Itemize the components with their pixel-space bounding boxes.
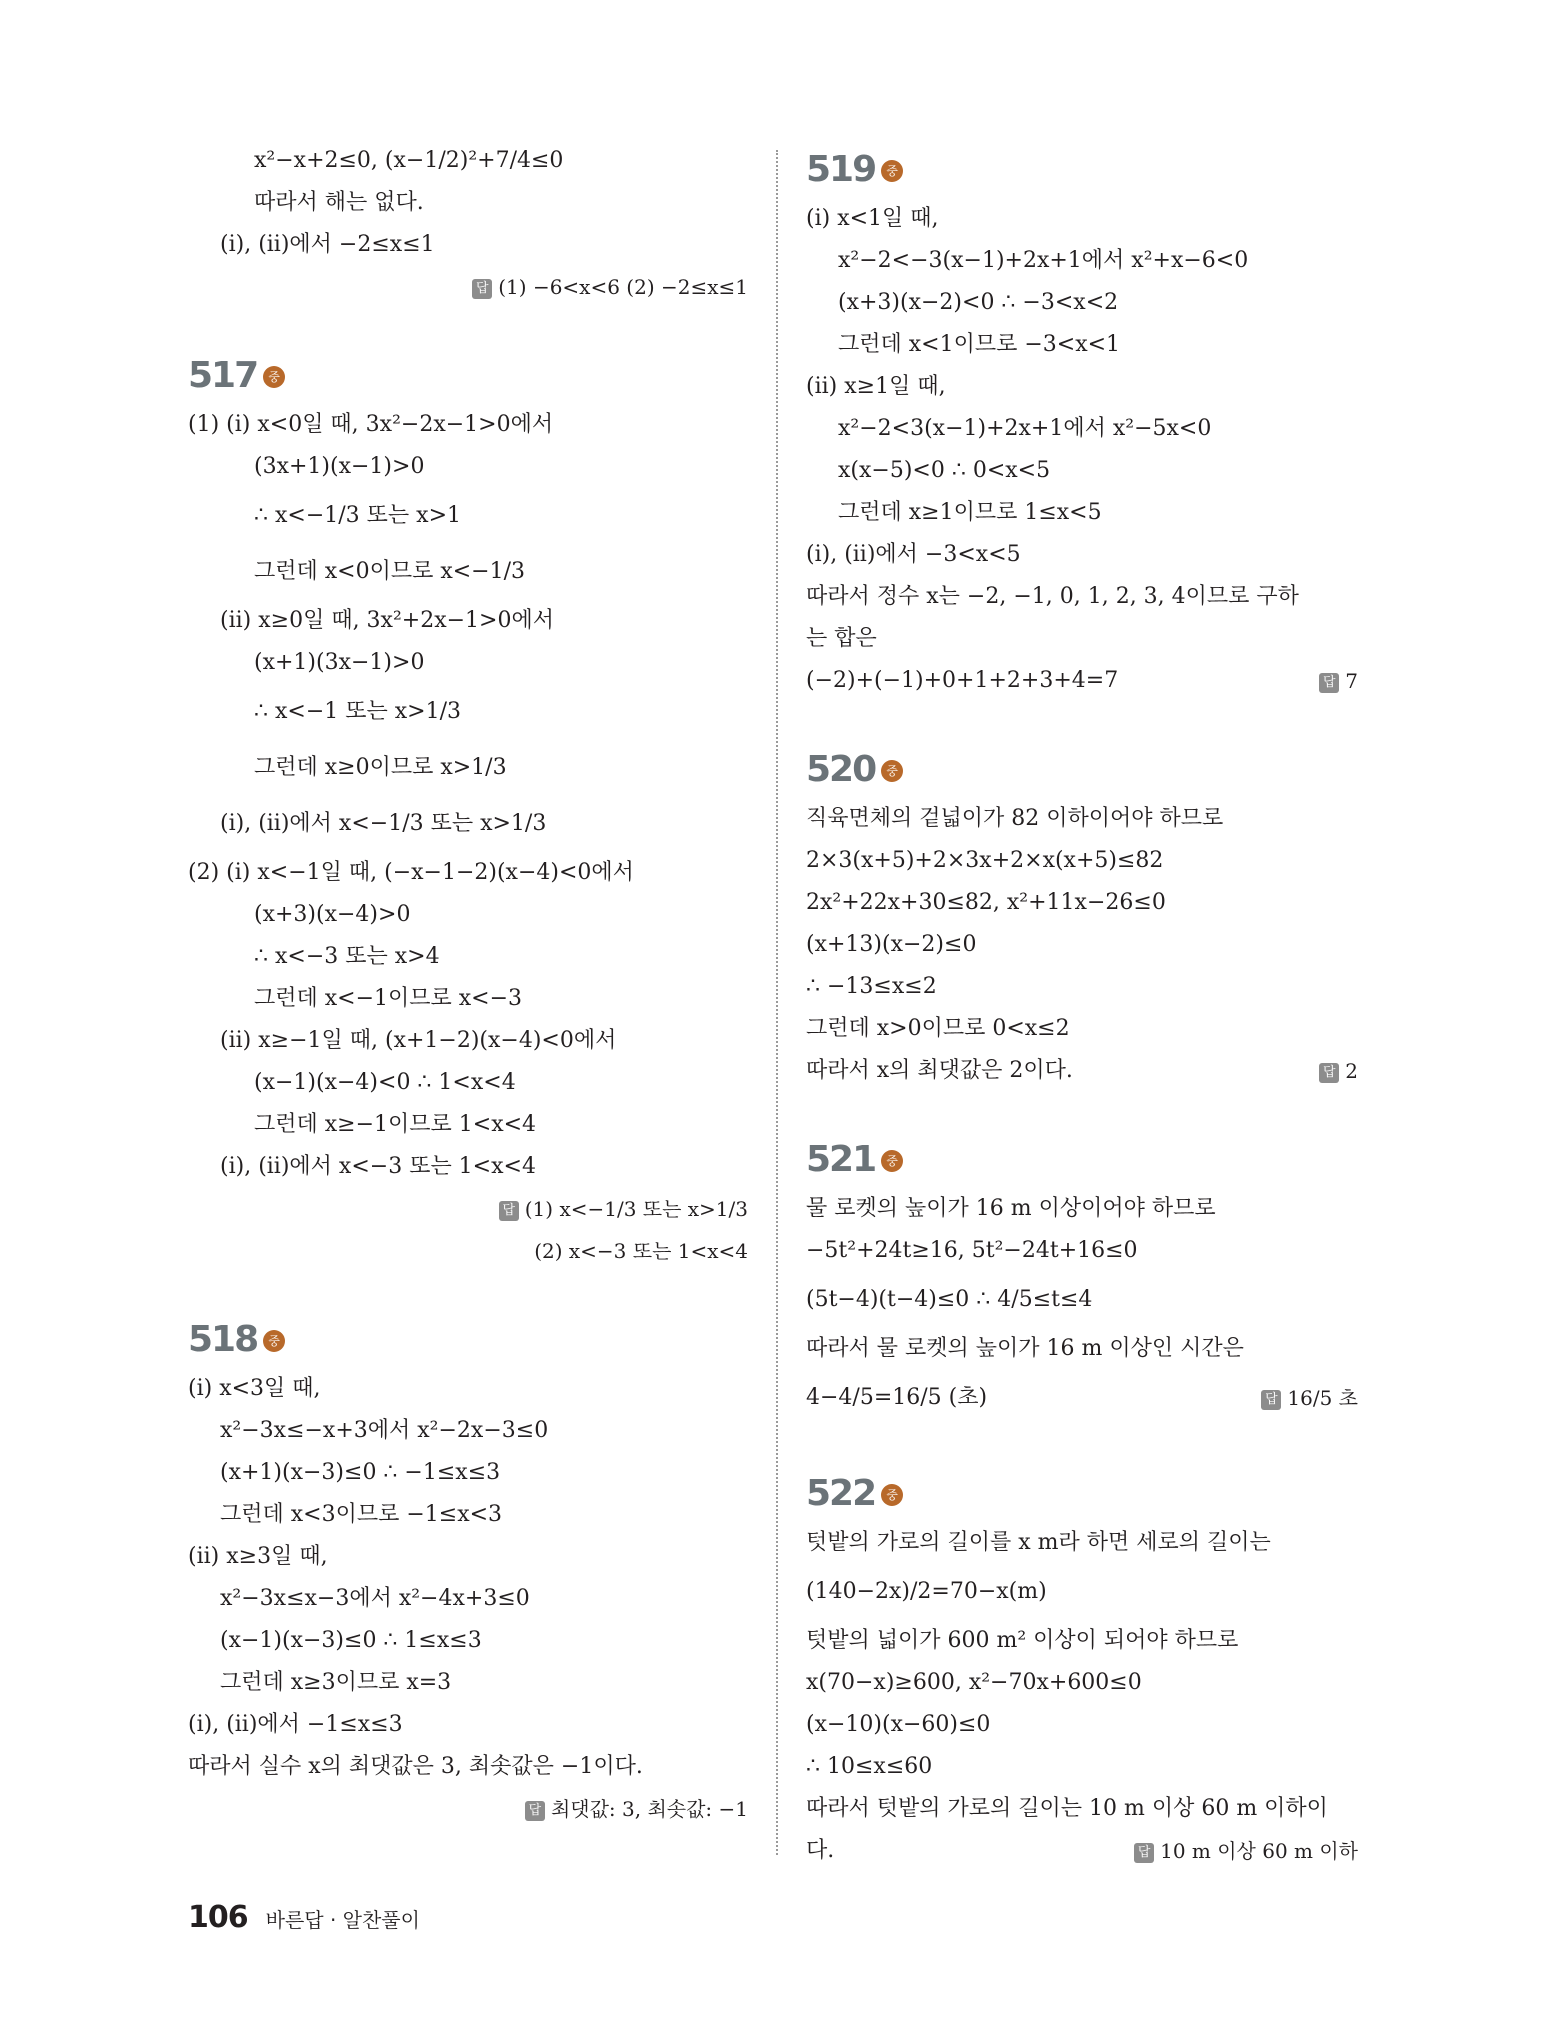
solution-answer-row: [806, 660, 1358, 702]
answer-line: (2) x<−3 또는 1<x<4: [534, 1239, 748, 1263]
solution-line: 텃밭의 가로의 길이를 x m라 하면 세로의 길이는: [806, 1530, 1271, 1555]
solution-line: 따라서 텃밭의 가로의 길이는 10 m 이상 60 m 이하이: [806, 1796, 1328, 1821]
solution-line: 그런데 x≥1이므로 1≤x<5: [838, 500, 1102, 525]
solution-line: 따라서 정수 x는 −2, −1, 0, 1, 2, 3, 4이므로 구하: [806, 584, 1299, 609]
answer-marker-icon: 답: [525, 1801, 545, 1821]
solution-answer-row: [806, 1050, 1358, 1092]
answer-marker-icon: 답: [1319, 673, 1339, 693]
answer-text: 10 m 이상 60 m 이하: [1160, 1839, 1358, 1863]
problem-header-520: [806, 728, 1358, 798]
solution-line: 그런데 x<−1이므로 x<−3: [254, 986, 523, 1011]
problem-header-518: [188, 1298, 748, 1368]
intro-line: x²−x+2≤0, (x−1/2)²+7/4≤0: [254, 148, 564, 173]
solution-line: (2) (i) x<−1일 때, (−x−1−2)(x−4)<0에서: [188, 860, 634, 885]
answer-marker-icon: 답: [1134, 1843, 1154, 1863]
solution-line: (ii) x≥1일 때,: [806, 374, 946, 399]
solution-line: 2x²+22x+30≤82, x²+11x−26≤0: [806, 890, 1166, 915]
solution-line: (ii) x≥−1일 때, (x+1−2)(x−4)<0에서: [220, 1028, 617, 1053]
solution-line: 다.: [806, 1838, 835, 1863]
solution-line: ∴ 10≤x≤60: [806, 1754, 933, 1779]
solution-line: x(x−5)<0 ∴ 0<x<5: [838, 458, 1051, 483]
answer-marker-icon: 답: [1319, 1063, 1339, 1083]
answer-line: [188, 266, 748, 308]
page-footer: [188, 1900, 420, 1935]
solution-line: (x+3)(x−2)<0 ∴ −3<x<2: [838, 290, 1119, 315]
solution-line: (x+3)(x−4)>0: [254, 902, 411, 927]
solution-line: 따라서 실수 x의 최댓값은 3, 최솟값은 −1이다.: [188, 1754, 643, 1779]
solution-line: 2×3(x+5)+2×3x+2×x(x+5)≤82: [806, 848, 1164, 873]
solution-line: 그런데 x<3이므로 −1≤x<3: [220, 1502, 503, 1527]
footer-label: 바른답 · 알찬풀이: [265, 1908, 420, 1932]
solution-line: (i), (ii)에서 x<−3 또는 1<x<4: [220, 1154, 536, 1179]
intro-line: 따라서 해는 없다.: [254, 190, 424, 215]
problem-header-522: [806, 1452, 1358, 1522]
solution-line: 4−4/5=16/5 (초): [806, 1385, 988, 1410]
level-badge: 중: [881, 760, 903, 782]
answer-text: (1) −6<x<6 (2) −2≤x≤1: [498, 275, 748, 299]
answer-line: [1261, 1370, 1358, 1426]
level-badge: 중: [263, 366, 285, 388]
answer-marker-icon: 답: [499, 1201, 519, 1221]
right-column: [806, 128, 1358, 1872]
answer-text: 7: [1345, 669, 1358, 693]
problem-number: 518: [188, 1319, 258, 1360]
solution-line: (x+13)(x−2)≤0: [806, 932, 977, 957]
answer-line: [188, 1788, 748, 1830]
solution-line: (i) x<1일 때,: [806, 206, 939, 231]
answer-line: [188, 1188, 748, 1230]
level-badge: 중: [881, 1484, 903, 1506]
level-badge: 중: [263, 1330, 285, 1352]
solution-line: (x+1)(x−3)≤0 ∴ −1≤x≤3: [220, 1460, 501, 1485]
solution-line: (ii) x≥3일 때,: [188, 1544, 328, 1569]
solution-line: ∴ x<−1/3 또는 x>1: [254, 503, 461, 528]
solution-line: x²−2<3(x−1)+2x+1에서 x²−5x<0: [838, 416, 1212, 441]
solution-line: (i), (ii)에서 x<−1/3 또는 x>1/3: [220, 811, 547, 836]
solution-line: 텃밭의 넓이가 600 m² 이상이 되어야 하므로: [806, 1628, 1239, 1653]
column-divider: [776, 150, 778, 1855]
solution-line: x(70−x)≥600, x²−70x+600≤0: [806, 1670, 1142, 1695]
solution-line: 는 합은: [806, 626, 877, 651]
problem-number: 521: [806, 1139, 876, 1180]
answer-line: [1319, 660, 1358, 702]
solution-line: (−2)+(−1)+0+1+2+3+4=7: [806, 668, 1119, 693]
solution-line: (1) (i) x<0일 때, 3x²−2x−1>0에서: [188, 412, 554, 437]
page-number: 106: [188, 1900, 248, 1935]
left-column: [188, 140, 748, 1830]
solution-line: (x−1)(x−4)<0 ∴ 1<x<4: [254, 1070, 516, 1095]
solution-line: 그런데 x≥0이므로 x>1/3: [254, 755, 507, 780]
solution-line: (140−2x)/2=70−x(m): [806, 1579, 1047, 1604]
solution-line: 따라서 x의 최댓값은 2이다.: [806, 1058, 1073, 1083]
solution-line: (5t−4)(t−4)≤0 ∴ 4/5≤t≤4: [806, 1287, 1093, 1312]
answer-marker-icon: 답: [472, 279, 492, 299]
solution-line: 그런데 x≥−1이므로 1<x<4: [254, 1112, 537, 1137]
intro-line: (i), (ii)에서 −2≤x≤1: [220, 232, 435, 257]
answer-line: [1134, 1830, 1358, 1872]
solution-line: (x−10)(x−60)≤0: [806, 1712, 991, 1737]
solution-line: (i) x<3일 때,: [188, 1376, 321, 1401]
solution-line: ∴ −13≤x≤2: [806, 974, 937, 999]
solution-line: ∴ x<−3 또는 x>4: [254, 944, 440, 969]
problem-header-519: [806, 128, 1358, 198]
solution-line: 그런데 x>0이므로 0<x≤2: [806, 1016, 1070, 1041]
problem-header-517: [188, 334, 748, 404]
solution-line: (3x+1)(x−1)>0: [254, 454, 425, 479]
solution-line: (ii) x≥0일 때, 3x²+2x−1>0에서: [220, 608, 554, 633]
solution-line: 그런데 x<0이므로 x<−1/3: [254, 559, 526, 584]
problem-number: 517: [188, 355, 258, 396]
level-badge: 중: [881, 160, 903, 182]
answer-text: 최댓값: 3, 최솟값: −1: [550, 1797, 748, 1821]
solution-line: 따라서 물 로켓의 높이가 16 m 이상인 시간은: [806, 1336, 1244, 1361]
solution-line: 직육면체의 겉넓이가 82 이하이어야 하므로: [806, 806, 1224, 831]
problem-number: 522: [806, 1473, 876, 1514]
solution-line: x²−2<−3(x−1)+2x+1에서 x²+x−6<0: [838, 248, 1249, 273]
answer-text: 16/5 초: [1287, 1386, 1358, 1410]
solution-line: (x−1)(x−3)≤0 ∴ 1≤x≤3: [220, 1628, 482, 1653]
answer-text: (1) x<−1/3 또는 x>1/3: [524, 1197, 748, 1221]
answer-text: 2: [1345, 1059, 1358, 1083]
solution-line: x²−3x≤x−3에서 x²−4x+3≤0: [220, 1586, 530, 1611]
answer-marker-icon: 답: [1261, 1390, 1281, 1410]
solution-line: ∴ x<−1 또는 x>1/3: [254, 699, 461, 724]
answer-line: [1319, 1050, 1358, 1092]
solution-line: 물 로켓의 높이가 16 m 이상이어야 하므로: [806, 1196, 1216, 1221]
solution-line: 그런데 x<1이므로 −3<x<1: [838, 332, 1121, 357]
solution-line: 그런데 x≥3이므로 x=3: [220, 1670, 452, 1695]
solution-answer-row: [806, 1830, 1358, 1872]
level-badge: 중: [881, 1150, 903, 1172]
solution-line: (i), (ii)에서 −3<x<5: [806, 542, 1021, 567]
solution-line: −5t²+24t≥16, 5t²−24t+16≤0: [806, 1238, 1138, 1263]
solution-line: (i), (ii)에서 −1≤x≤3: [188, 1712, 403, 1737]
problem-number: 520: [806, 749, 876, 790]
problem-header-521: [806, 1118, 1358, 1188]
solution-line: (x+1)(3x−1)>0: [254, 650, 425, 675]
solution-answer-row: [806, 1370, 1358, 1426]
solution-line: x²−3x≤−x+3에서 x²−2x−3≤0: [220, 1418, 549, 1443]
problem-number: 519: [806, 149, 876, 190]
